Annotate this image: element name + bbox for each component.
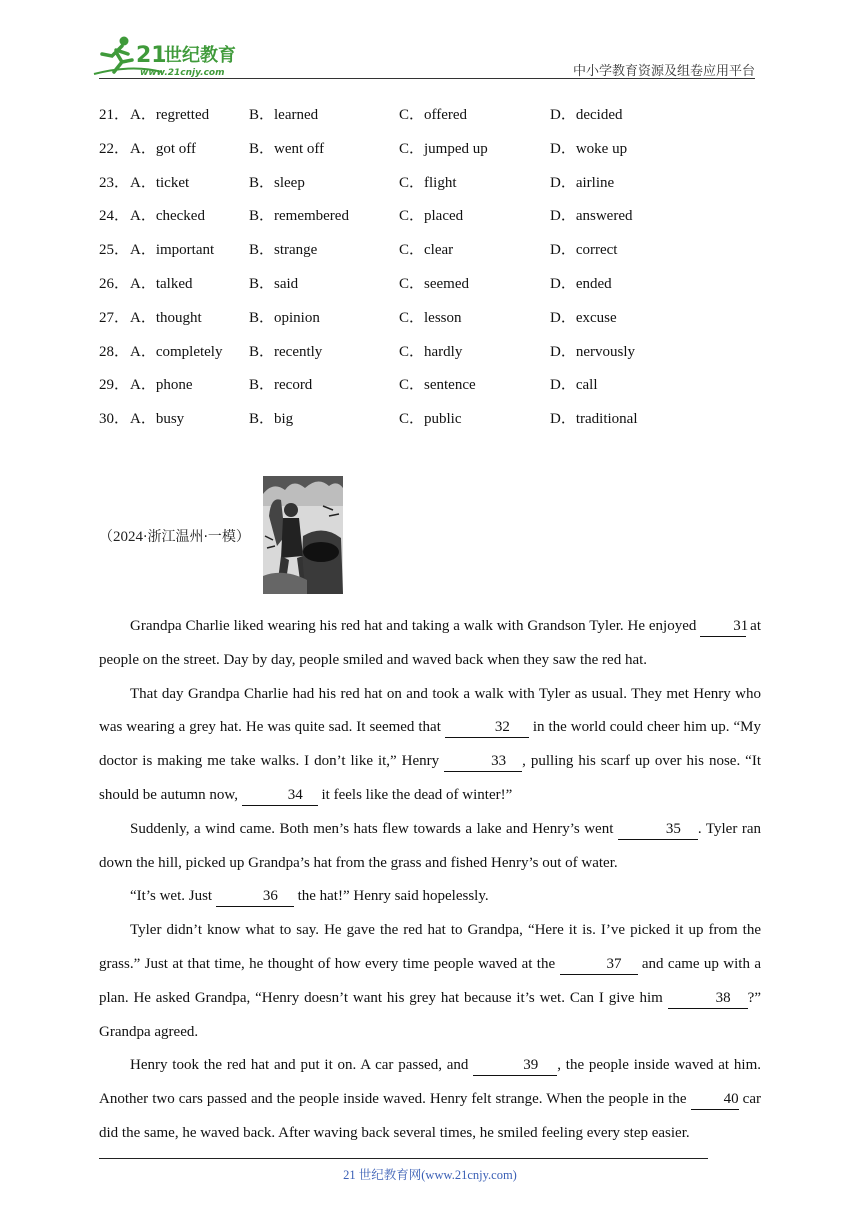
question-row-29 <box>99 374 761 408</box>
question-number: 22． <box>99 140 130 157</box>
question-row-28 <box>99 341 761 375</box>
paragraph-5 <box>99 914 761 1049</box>
option-a: A．phone <box>130 377 193 394</box>
option-a: A．completely <box>130 343 223 360</box>
page-header <box>0 0 860 82</box>
question-row-27 <box>99 307 761 341</box>
text-run: . Tyler ran down the hill, picked up Grandpa’s hat from the grass and fished Henry’s out of water. <box>99 820 761 871</box>
text-run: Henry took the red hat and put it on. A car passed, and <box>130 1057 474 1074</box>
option-c: C．lesson <box>399 309 462 326</box>
platform-title: 中小学教育资源及组卷应用平台 <box>572 64 755 79</box>
svg-text:21: 21 <box>136 43 167 68</box>
text-run: “It’s wet. Just <box>130 888 216 905</box>
option-b: B．opinion <box>249 309 320 326</box>
question-number: 23． <box>99 174 130 191</box>
option-d: D．call <box>550 377 598 394</box>
option-c: C．seemed <box>399 275 469 292</box>
option-d: D．answered <box>550 208 633 225</box>
option-c: C．hardly <box>399 343 463 360</box>
option-d: D．excuse <box>550 309 617 326</box>
option-d: D．nervously <box>550 343 635 360</box>
option-a: A．regretted <box>130 107 210 123</box>
question-number: 29． <box>99 377 130 394</box>
option-b: B．learned <box>249 107 319 123</box>
blank-32[interactable]: 32 <box>445 717 529 738</box>
text-run: the hat!” Henry said hopelessly. <box>293 888 489 905</box>
question-number: 21． <box>99 107 130 123</box>
option-a: A．ticket <box>130 174 190 191</box>
question-row-22 <box>99 138 761 172</box>
blank-40[interactable]: 40 <box>691 1089 739 1110</box>
paragraph-4 <box>99 880 761 914</box>
blank-39[interactable]: 39 <box>473 1055 557 1076</box>
question-row-30 <box>99 408 761 442</box>
text-run: That day Grandpa Charlie had his red hat on and took a walk with Tyler as usual. They met Henry who was wearing a grey hat. He was quite sad. It seemed that <box>99 685 761 736</box>
svg-text:世纪教育: 世纪教育 <box>164 45 236 66</box>
runner-logo-icon <box>92 34 262 78</box>
question-row-24 <box>99 205 761 239</box>
option-c: C．placed <box>399 208 464 225</box>
header-divider <box>99 78 755 79</box>
option-b: B．went off <box>249 140 325 157</box>
blank-33[interactable]: 33 <box>444 751 522 772</box>
text-run: at people on the street. Day by day, people smiled and waved back when they saw the red hat. <box>99 618 761 668</box>
page-footer[interactable]: 21 世纪教育网(www.21cnjy.com) <box>343 1168 517 1182</box>
blank-34[interactable]: 34 <box>242 785 318 806</box>
text-run: Suddenly, a wind came. Both men’s hats flew towards a lake and Henry’s went <box>130 820 618 837</box>
text-run: in the world could cheer him up. “My doctor is making me take walks. I don’t like it,” Henry <box>99 719 761 770</box>
option-d: D．decided <box>550 107 623 123</box>
option-d: D．ended <box>550 275 612 292</box>
story-illustration <box>263 476 343 594</box>
paragraph-2 <box>99 678 761 813</box>
text-run: it feels like the dead of winter!” <box>317 786 513 803</box>
option-a: A．checked <box>130 208 205 225</box>
text-run: ?” Grandpa agreed. <box>99 989 761 1040</box>
question-row-23 <box>99 172 761 206</box>
source-close: ） <box>235 529 250 545</box>
text-run: Tyler didn’t know what to say. He gave the red hat to Grandpa, “Here it is. I’ve picked it up from the grass.” Just at that time, he thought of how every time people waved at the <box>99 922 761 972</box>
question-row-26 <box>99 273 761 307</box>
option-a: A．busy <box>130 411 185 428</box>
option-a: A．got off <box>130 140 196 157</box>
option-b: B．remembered <box>249 208 349 225</box>
option-c: C．offered <box>399 107 468 123</box>
question-number: 24． <box>99 208 130 225</box>
option-c: C．clear <box>399 242 454 259</box>
paragraph-6 <box>99 1049 761 1150</box>
text-run: and came up with a plan. He asked Grandpa, “Henry doesn’t want his grey hat because it’s wet. Can I give him <box>99 955 761 1006</box>
question-number: 25． <box>99 242 130 259</box>
option-a: A．talked <box>130 275 193 292</box>
question-number: 30． <box>99 411 130 428</box>
option-c: C．sentence <box>399 377 476 394</box>
illustration-image <box>263 476 343 594</box>
blank-35[interactable]: 35 <box>618 819 698 840</box>
text-run: , the people inside waved at him. Another two cars passed and the people inside waved. Henry felt strange. When the people in the <box>99 1057 761 1108</box>
blank-31[interactable]: 31 <box>700 616 746 637</box>
option-a: A．important <box>130 242 215 259</box>
blank-37[interactable]: 37 <box>560 954 638 975</box>
exam-source-label <box>99 526 250 546</box>
source-place: ·浙江温州·一模 <box>143 529 236 545</box>
option-d: D．airline <box>550 174 615 191</box>
text-run: , pulling his scarf up over his nose. “It should be autumn now, <box>99 753 762 803</box>
site-logo[interactable] <box>92 34 262 78</box>
question-row-25 <box>99 239 761 273</box>
option-c: C．flight <box>399 174 457 191</box>
option-b: B．sleep <box>249 174 305 191</box>
question-number: 26． <box>99 275 130 292</box>
option-b: B．record <box>249 377 313 394</box>
svg-text:www.21cnjy.com: www.21cnjy.com <box>140 68 225 78</box>
paragraph-1 <box>99 610 761 678</box>
option-b: B．strange <box>249 242 318 259</box>
option-b: B．big <box>249 411 294 428</box>
paragraph-3 <box>99 813 761 881</box>
option-c: C．public <box>399 411 462 428</box>
option-c: C．jumped up <box>399 140 488 157</box>
option-d: D．woke up <box>550 140 628 157</box>
option-d: D．correct <box>550 242 618 259</box>
answer-options-list <box>99 104 761 442</box>
source-open: （ <box>99 529 113 545</box>
reading-passage <box>99 610 761 1151</box>
footer-divider <box>99 1158 708 1159</box>
option-b: B．said <box>249 275 299 292</box>
text-run: car did the same, he waved back. After waving back several times, he smiled feeling every step easier. <box>99 1091 761 1141</box>
blank-38[interactable]: 38 <box>668 988 748 1009</box>
option-b: B．recently <box>249 343 323 360</box>
text-run: Grandpa Charlie liked wearing his red hat and taking a walk with Grandson Tyler. He enjoyed <box>130 618 701 634</box>
option-a: A．thought <box>130 309 202 326</box>
question-number: 28． <box>99 343 130 360</box>
question-row-21 <box>99 104 761 138</box>
option-d: D．traditional <box>550 411 638 428</box>
blank-36[interactable]: 36 <box>216 886 294 907</box>
source-year: 2024 <box>113 529 143 545</box>
question-number: 27． <box>99 309 130 326</box>
